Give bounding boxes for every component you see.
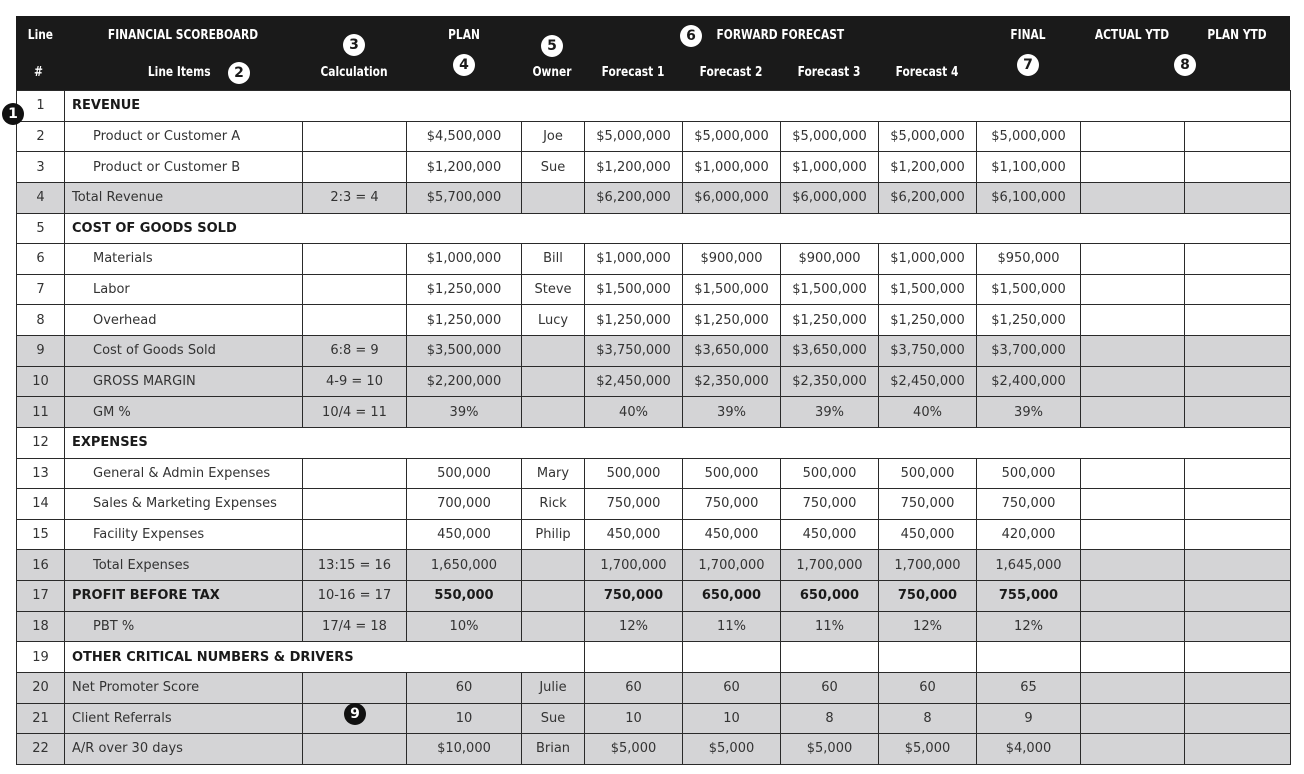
- callout-badge-1: 1: [2, 103, 24, 125]
- callout-badge-6: 6: [680, 25, 702, 47]
- f3-cell: $5,000: [781, 734, 879, 765]
- line-number-cell: 13: [17, 458, 65, 489]
- final-cell: 39%: [977, 397, 1081, 428]
- table-row: [17, 152, 1291, 183]
- table-row: [17, 611, 1291, 642]
- header-plan: PLAN: [448, 28, 480, 43]
- line-number-cell: 11: [17, 397, 65, 428]
- section-header-cell: EXPENSES: [65, 427, 1291, 458]
- section-header-cell: REVENUE: [65, 91, 1291, 122]
- header-plan-ytd: PLAN YTD: [1207, 28, 1267, 43]
- header-forward-forecast: FORWARD FORECAST: [716, 28, 845, 43]
- final-cell: 420,000: [977, 519, 1081, 550]
- header-forecast-1: Forecast 1: [601, 65, 665, 80]
- actual-ytd-cell: [1081, 244, 1185, 275]
- actual-ytd-cell: [1081, 305, 1185, 336]
- owner-cell: Sue: [522, 703, 585, 734]
- f4-cell: 1,700,000: [879, 550, 977, 581]
- f4-cell: $3,750,000: [879, 336, 977, 367]
- callout-badge-7: 7: [1017, 54, 1039, 76]
- plan-ytd-cell: [1185, 274, 1291, 305]
- plan-cell: $5,700,000: [407, 182, 522, 213]
- f4-cell: 12%: [879, 611, 977, 642]
- owner-cell: [522, 397, 585, 428]
- calculation-cell: [303, 274, 407, 305]
- plan-ytd-cell: [1185, 336, 1291, 367]
- f4-cell: 40%: [879, 397, 977, 428]
- actual-ytd-cell: [1081, 550, 1185, 581]
- final-cell: $3,700,000: [977, 336, 1081, 367]
- line-item-cell: Materials: [65, 244, 303, 275]
- header-forecast-4: Forecast 4: [895, 65, 959, 80]
- line-item-cell: PBT %: [65, 611, 303, 642]
- f2-cell: $5,000: [683, 734, 781, 765]
- plan-ytd-cell: [1185, 366, 1291, 397]
- actual-ytd-cell: [1081, 366, 1185, 397]
- callout-badge-5: 5: [541, 35, 563, 57]
- owner-cell: Rick: [522, 489, 585, 520]
- actual-ytd-cell: [1081, 152, 1185, 183]
- table-row: [17, 519, 1291, 550]
- plan-cell: $1,000,000: [407, 244, 522, 275]
- plan-ytd-cell: [1185, 581, 1291, 612]
- plan-cell: 60: [407, 672, 522, 703]
- owner-cell: Philip: [522, 519, 585, 550]
- f1-cell: $1,000,000: [585, 244, 683, 275]
- final-cell: $5,000,000: [977, 121, 1081, 152]
- line-number-cell: 12: [17, 427, 65, 458]
- header-forecast-2: Forecast 2: [699, 65, 763, 80]
- actual-ytd-cell: [1081, 336, 1185, 367]
- plan-ytd-cell: [1185, 244, 1291, 275]
- f3-cell: 650,000: [781, 581, 879, 612]
- line-number-cell: 16: [17, 550, 65, 581]
- f1-cell: 750,000: [585, 489, 683, 520]
- owner-cell: Sue: [522, 152, 585, 183]
- line-number-cell: 7: [17, 274, 65, 305]
- header-bar: [16, 16, 1290, 90]
- f4-cell: $1,200,000: [879, 152, 977, 183]
- owner-cell: Steve: [522, 274, 585, 305]
- f1-cell: 12%: [585, 611, 683, 642]
- line-number-cell: 22: [17, 734, 65, 765]
- callout-badge-4: 4: [453, 54, 475, 76]
- line-item-cell: Overhead: [65, 305, 303, 336]
- line-item-cell: Labor: [65, 274, 303, 305]
- f1-cell: $3,750,000: [585, 336, 683, 367]
- f1-cell: 750,000: [585, 581, 683, 612]
- plan-cell: $1,250,000: [407, 274, 522, 305]
- f2-cell: 39%: [683, 397, 781, 428]
- owner-cell: Lucy: [522, 305, 585, 336]
- f3-cell: 1,700,000: [781, 550, 879, 581]
- f3-cell: $900,000: [781, 244, 879, 275]
- plan-ytd-cell: [1185, 611, 1291, 642]
- f2-cell: 11%: [683, 611, 781, 642]
- calculation-cell: [303, 152, 407, 183]
- f3-cell: 500,000: [781, 458, 879, 489]
- line-number-cell: 18: [17, 611, 65, 642]
- line-number-cell: 17: [17, 581, 65, 612]
- final-cell: 500,000: [977, 458, 1081, 489]
- actual-ytd-cell: [1081, 734, 1185, 765]
- f3-cell: $1,250,000: [781, 305, 879, 336]
- final-cell: 9: [977, 703, 1081, 734]
- line-item-cell: Net Promoter Score: [65, 672, 303, 703]
- table-row: [17, 244, 1291, 275]
- f2-cell: $1,000,000: [683, 152, 781, 183]
- f2-cell: $5,000,000: [683, 121, 781, 152]
- f2-cell: 750,000: [683, 489, 781, 520]
- f1-cell: 500,000: [585, 458, 683, 489]
- line-item-cell: Client Referrals: [65, 703, 303, 734]
- table-row: [17, 489, 1291, 520]
- header-scoreboard-title: FINANCIAL SCOREBOARD: [107, 28, 259, 43]
- table-row: [17, 305, 1291, 336]
- f1-cell: $1,500,000: [585, 274, 683, 305]
- calculation-cell: 4-9 = 10: [303, 366, 407, 397]
- f1-cell: 1,700,000: [585, 550, 683, 581]
- table-row: [17, 336, 1291, 367]
- financial-scoreboard: [8, 16, 1290, 764]
- calculation-cell: [303, 489, 407, 520]
- final-cell: 750,000: [977, 489, 1081, 520]
- line-number-cell: 2: [17, 121, 65, 152]
- plan-ytd-cell: [1185, 182, 1291, 213]
- f1-cell: 40%: [585, 397, 683, 428]
- table-row: [17, 458, 1291, 489]
- actual-ytd-cell: [1081, 672, 1185, 703]
- section-header-cell: OTHER CRITICAL NUMBERS & DRIVERS: [65, 642, 585, 673]
- calculation-cell: [303, 244, 407, 275]
- empty-cell: [1081, 642, 1185, 673]
- plan-cell: 700,000: [407, 489, 522, 520]
- actual-ytd-cell: [1081, 703, 1185, 734]
- f4-cell: $5,000: [879, 734, 977, 765]
- line-number-cell: 8: [17, 305, 65, 336]
- final-cell: $4,000: [977, 734, 1081, 765]
- line-item-cell: Product or Customer B: [65, 152, 303, 183]
- plan-cell: 450,000: [407, 519, 522, 550]
- table-row: [17, 213, 1291, 244]
- plan-cell: $10,000: [407, 734, 522, 765]
- owner-cell: Joe: [522, 121, 585, 152]
- plan-cell: 10%: [407, 611, 522, 642]
- header-calculation: Calculation: [320, 65, 388, 80]
- empty-cell: [683, 642, 781, 673]
- table-row: [17, 182, 1291, 213]
- f2-cell: $3,650,000: [683, 336, 781, 367]
- f1-cell: $5,000,000: [585, 121, 683, 152]
- table-row: [17, 550, 1291, 581]
- line-item-cell: Facility Expenses: [65, 519, 303, 550]
- owner-cell: Bill: [522, 244, 585, 275]
- line-number-cell: 1: [17, 91, 65, 122]
- header-forecast-3: Forecast 3: [797, 65, 861, 80]
- owner-cell: [522, 550, 585, 581]
- actual-ytd-cell: [1081, 397, 1185, 428]
- header-line-items: Line Items: [147, 65, 211, 80]
- line-item-cell: Product or Customer A: [65, 121, 303, 152]
- f2-cell: 60: [683, 672, 781, 703]
- table-row: [17, 397, 1291, 428]
- header-final: FINAL: [1010, 28, 1046, 43]
- empty-cell: [585, 642, 683, 673]
- empty-cell: [781, 642, 879, 673]
- plan-ytd-cell: [1185, 121, 1291, 152]
- f1-cell: 60: [585, 672, 683, 703]
- f4-cell: $2,450,000: [879, 366, 977, 397]
- plan-cell: 1,650,000: [407, 550, 522, 581]
- line-number-cell: 3: [17, 152, 65, 183]
- plan-ytd-cell: [1185, 152, 1291, 183]
- final-cell: 12%: [977, 611, 1081, 642]
- final-cell: 65: [977, 672, 1081, 703]
- header-owner: Owner: [532, 65, 572, 80]
- plan-ytd-cell: [1185, 550, 1291, 581]
- f2-cell: $1,500,000: [683, 274, 781, 305]
- header-line-hash: #: [33, 65, 43, 80]
- empty-cell: [977, 642, 1081, 673]
- f1-cell: $2,450,000: [585, 366, 683, 397]
- f1-cell: $5,000: [585, 734, 683, 765]
- owner-cell: [522, 581, 585, 612]
- plan-ytd-cell: [1185, 458, 1291, 489]
- f3-cell: 450,000: [781, 519, 879, 550]
- plan-cell: $4,500,000: [407, 121, 522, 152]
- owner-cell: [522, 366, 585, 397]
- owner-cell: [522, 182, 585, 213]
- callout-badge-9: 9: [344, 703, 366, 725]
- actual-ytd-cell: [1081, 581, 1185, 612]
- f2-cell: $900,000: [683, 244, 781, 275]
- plan-cell: 39%: [407, 397, 522, 428]
- f2-cell: $1,250,000: [683, 305, 781, 336]
- calculation-cell: [303, 458, 407, 489]
- line-number-cell: 10: [17, 366, 65, 397]
- plan-ytd-cell: [1185, 397, 1291, 428]
- plan-cell: $1,200,000: [407, 152, 522, 183]
- line-number-cell: 19: [17, 642, 65, 673]
- table-row: [17, 366, 1291, 397]
- plan-ytd-cell: [1185, 489, 1291, 520]
- plan-ytd-cell: [1185, 519, 1291, 550]
- calculation-cell: 13:15 = 16: [303, 550, 407, 581]
- f3-cell: 60: [781, 672, 879, 703]
- f3-cell: $5,000,000: [781, 121, 879, 152]
- scoreboard-table: [16, 90, 1291, 765]
- f4-cell: $1,000,000: [879, 244, 977, 275]
- actual-ytd-cell: [1081, 458, 1185, 489]
- f3-cell: 750,000: [781, 489, 879, 520]
- f3-cell: 11%: [781, 611, 879, 642]
- final-cell: 755,000: [977, 581, 1081, 612]
- f3-cell: 8: [781, 703, 879, 734]
- f4-cell: 750,000: [879, 489, 977, 520]
- plan-cell: $2,200,000: [407, 366, 522, 397]
- f2-cell: 1,700,000: [683, 550, 781, 581]
- final-cell: 1,645,000: [977, 550, 1081, 581]
- f1-cell: 450,000: [585, 519, 683, 550]
- plan-cell: $1,250,000: [407, 305, 522, 336]
- table-row: [17, 274, 1291, 305]
- owner-cell: Julie: [522, 672, 585, 703]
- line-number-cell: 5: [17, 213, 65, 244]
- calculation-cell: [303, 734, 407, 765]
- actual-ytd-cell: [1081, 489, 1185, 520]
- callout-badge-8: 8: [1174, 54, 1196, 76]
- line-item-cell: PROFIT BEFORE TAX: [65, 581, 303, 612]
- line-number-cell: 9: [17, 336, 65, 367]
- final-cell: $2,400,000: [977, 366, 1081, 397]
- f1-cell: $6,200,000: [585, 182, 683, 213]
- f2-cell: 500,000: [683, 458, 781, 489]
- line-item-cell: A/R over 30 days: [65, 734, 303, 765]
- table-row: [17, 642, 1291, 673]
- final-cell: $1,100,000: [977, 152, 1081, 183]
- calculation-cell: 10/4 = 11: [303, 397, 407, 428]
- plan-cell: $3,500,000: [407, 336, 522, 367]
- table-row: [17, 672, 1291, 703]
- final-cell: $1,250,000: [977, 305, 1081, 336]
- callout-badge-2: 2: [228, 62, 250, 84]
- f4-cell: $5,000,000: [879, 121, 977, 152]
- plan-cell: 550,000: [407, 581, 522, 612]
- f2-cell: 10: [683, 703, 781, 734]
- actual-ytd-cell: [1081, 121, 1185, 152]
- actual-ytd-cell: [1081, 611, 1185, 642]
- table-row: [17, 581, 1291, 612]
- f2-cell: 450,000: [683, 519, 781, 550]
- line-number-cell: 20: [17, 672, 65, 703]
- plan-cell: 500,000: [407, 458, 522, 489]
- final-cell: $950,000: [977, 244, 1081, 275]
- owner-cell: Mary: [522, 458, 585, 489]
- f3-cell: $1,000,000: [781, 152, 879, 183]
- f4-cell: $1,250,000: [879, 305, 977, 336]
- f3-cell: $6,000,000: [781, 182, 879, 213]
- header-actual-ytd: ACTUAL YTD: [1094, 28, 1170, 43]
- empty-cell: [879, 642, 977, 673]
- plan-ytd-cell: [1185, 703, 1291, 734]
- f3-cell: $3,650,000: [781, 336, 879, 367]
- calculation-cell: [303, 519, 407, 550]
- line-item-cell: Cost of Goods Sold: [65, 336, 303, 367]
- section-header-cell: COST OF GOODS SOLD: [65, 213, 1291, 244]
- f4-cell: 450,000: [879, 519, 977, 550]
- calculation-cell: [303, 305, 407, 336]
- table-row: [17, 734, 1291, 765]
- f1-cell: $1,250,000: [585, 305, 683, 336]
- plan-ytd-cell: [1185, 734, 1291, 765]
- callout-badge-3: 3: [343, 34, 365, 56]
- plan-cell: 10: [407, 703, 522, 734]
- calculation-cell: 17/4 = 18: [303, 611, 407, 642]
- plan-ytd-cell: [1185, 305, 1291, 336]
- f4-cell: 60: [879, 672, 977, 703]
- final-cell: $6,100,000: [977, 182, 1081, 213]
- empty-cell: [1185, 642, 1291, 673]
- line-item-cell: Total Expenses: [65, 550, 303, 581]
- f1-cell: $1,200,000: [585, 152, 683, 183]
- calculation-cell: [303, 672, 407, 703]
- owner-cell: [522, 611, 585, 642]
- f3-cell: 39%: [781, 397, 879, 428]
- line-number-cell: 6: [17, 244, 65, 275]
- final-cell: $1,500,000: [977, 274, 1081, 305]
- f4-cell: 750,000: [879, 581, 977, 612]
- owner-cell: Brian: [522, 734, 585, 765]
- line-item-cell: GROSS MARGIN: [65, 366, 303, 397]
- f4-cell: 8: [879, 703, 977, 734]
- table-row: [17, 703, 1291, 734]
- line-number-cell: 15: [17, 519, 65, 550]
- line-item-cell: Sales & Marketing Expenses: [65, 489, 303, 520]
- f3-cell: $1,500,000: [781, 274, 879, 305]
- line-number-cell: 14: [17, 489, 65, 520]
- line-item-cell: Total Revenue: [65, 182, 303, 213]
- f2-cell: $6,000,000: [683, 182, 781, 213]
- f2-cell: 650,000: [683, 581, 781, 612]
- line-item-cell: General & Admin Expenses: [65, 458, 303, 489]
- line-item-cell: GM %: [65, 397, 303, 428]
- f2-cell: $2,350,000: [683, 366, 781, 397]
- actual-ytd-cell: [1081, 274, 1185, 305]
- line-number-cell: 4: [17, 182, 65, 213]
- table-row: [17, 91, 1291, 122]
- f3-cell: $2,350,000: [781, 366, 879, 397]
- f1-cell: 10: [585, 703, 683, 734]
- f4-cell: $6,200,000: [879, 182, 977, 213]
- header-line-top: Line: [27, 28, 54, 43]
- calculation-cell: 6:8 = 9: [303, 336, 407, 367]
- line-number-cell: 21: [17, 703, 65, 734]
- table-row: [17, 427, 1291, 458]
- f4-cell: 500,000: [879, 458, 977, 489]
- owner-cell: [522, 336, 585, 367]
- actual-ytd-cell: [1081, 182, 1185, 213]
- calculation-cell: 10-16 = 17: [303, 581, 407, 612]
- calculation-cell: 2:3 = 4: [303, 182, 407, 213]
- calculation-cell: [303, 121, 407, 152]
- f4-cell: $1,500,000: [879, 274, 977, 305]
- table-row: [17, 121, 1291, 152]
- actual-ytd-cell: [1081, 519, 1185, 550]
- plan-ytd-cell: [1185, 672, 1291, 703]
